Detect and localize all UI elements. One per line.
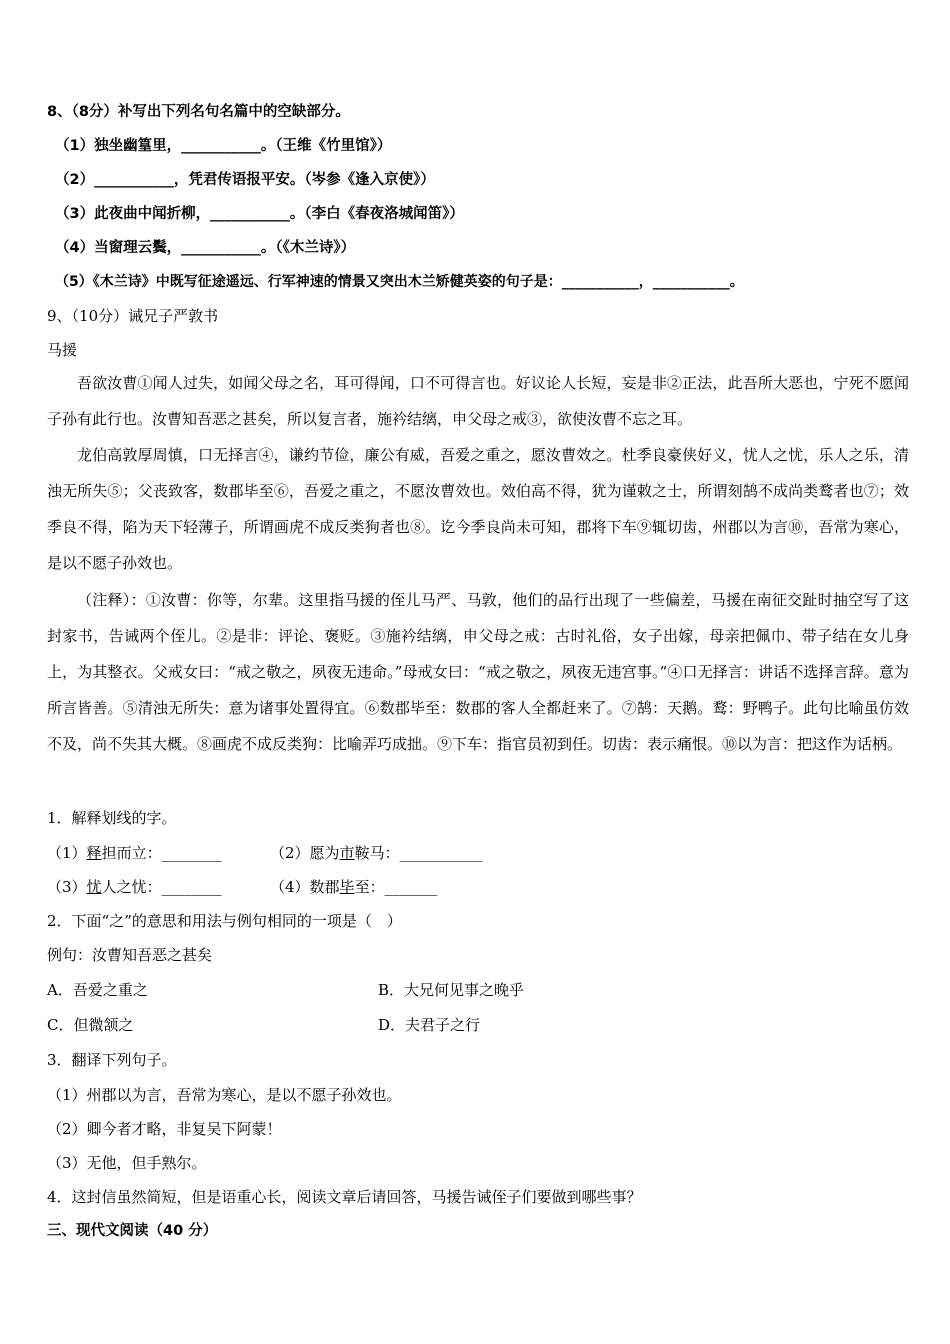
q9-sub1-d: （4）数郡毕至：_______ — [270, 878, 438, 896]
q9-sub2-option-c: C．但微颔之 — [47, 1016, 134, 1034]
q9-sub4: 4．这封信虽然简短，但是语重心长，阅读文章后请回答，马援告诫侄子们要做到哪些事？ — [47, 1188, 642, 1206]
q9-sub3-item-1: （1）州郡以为言，吾常为寒心，是以不愿子孙效也。 — [47, 1086, 402, 1104]
q9-sub3-item-3: （3）无他，但手熟尔。 — [47, 1154, 207, 1172]
q9-sub2-option-a: A．吾爱之重之 — [47, 981, 148, 999]
q9-sub1-b: （2）愿为市鞍马：___________ — [270, 844, 483, 862]
q8-item-5: （5）《木兰诗》中既写征途遥远、行军神速的情景又突出木兰矫健英姿的句子是：___________，___________。 — [55, 274, 744, 290]
q9-sub1-c: （3）忧人之忧：________ — [47, 878, 222, 896]
q9-sub2-example: 例句：汝曹知吾恶之甚矣 — [47, 946, 213, 964]
q9-sub2-option-d: D．夫君子之行 — [378, 1016, 481, 1034]
q9-sub3-header: 3．翻译下列句子。 — [47, 1051, 177, 1069]
q9-sub2-header: 2．下面“之”的意思和用法与例句相同的一项是（ ） — [47, 912, 402, 930]
q9-sub1-a: （1）释担而立：________ — [47, 844, 222, 862]
q8-header: 8、（8分）补写出下列名句名篇中的空缺部分。 — [47, 104, 350, 120]
q9-sub1-header: 1．解释划线的字。 — [47, 809, 177, 827]
section3-heading: 三、现代文阅读（40 分） — [47, 1223, 218, 1239]
q9-header: 9、（10分）诫兄子严敦书 — [47, 307, 219, 325]
q8-item-3: （3）此夜曲中闻折柳，___________。（李白《春夜洛城闻笛》） — [55, 206, 464, 222]
q9-author: 马援 — [47, 341, 78, 359]
q9-sub2-option-b: B．大兄何见事之晚乎 — [378, 981, 525, 999]
q9-sub3-item-2: （2）卿今者才略，非复吴下阿蒙！ — [47, 1120, 282, 1138]
q9-notes: （注释）：①汝曹：你等，尔辈。这里指马援的侄儿马严、马敦，他们的品行出现了一些偏差，马援在南征交趾时抽空写了这封家书，告诫两个侄儿。②是非：评论、褒贬。③施衿结缡，申父母之戒：古时礼俗，女子出嫁，母亲把佩巾、带子结在女儿身上，为其整衣。父戒女曰：“戒之敬之，夙夜无违命。”母戒女曰：“戒之敬之，夙夜无违宫事。”④口无择言：讲话不选择言辞。意为所言皆善。⑤清浊无所失：意为诸事处置得宜。⑥数郡毕至：数郡的客人全都赶来了。⑦鹄：天鹅。鹜：野鸭子。此句比喻虽仿效不及，尚不失其大概。⑧画虎不成反类狗：比喻弄巧成拙。⑨下车：指官员初到任。切齿：表示痛恨。⑩以为言：把这作为话柄。 — [47, 591, 909, 753]
q8-item-4: （4）当窗理云鬓，___________。（《木兰诗》） — [55, 240, 356, 256]
q9-passage-para1: 吾欲汝曹①闻人过失，如闻父母之名，耳可得闻，口不可得言也。好议论人长短，妄是非②正法，此吾所大恶也，宁死不愿闻子孙有此行也。汝曹知吾恶之甚矣，所以复言者，施衿结缡，申父母之戒③，欲使汝曹不忘之耳。 — [47, 374, 909, 428]
q9-passage-para2: 龙伯高敦厚周慎，口无择言④，谦约节俭，廉公有威，吾爱之重之，愿汝曹效之。杜季良豪侠好义，忧人之忧，乐人之乐，清浊无所失⑤；父丧致客，数郡毕至⑥，吾爱之重之，不愿汝曹效也。效伯高不得，犹为谨敕之士，所谓刻鹄不成尚类鹜者也⑦；效季良不得，陷为天下轻薄子，所谓画虎不成反类狗者也⑧。讫今季良尚未可知，郡将下车⑨辄切齿，州郡以为言⑩，吾常为寒心，是以不愿子孙效也。 — [47, 446, 909, 572]
q8-item-2: （2）___________，凭君传语报平安。（岑参《逢入京使》） — [55, 172, 435, 188]
q8-item-1: （1）独坐幽篁里，___________。（王维《竹里馆》） — [55, 138, 392, 154]
